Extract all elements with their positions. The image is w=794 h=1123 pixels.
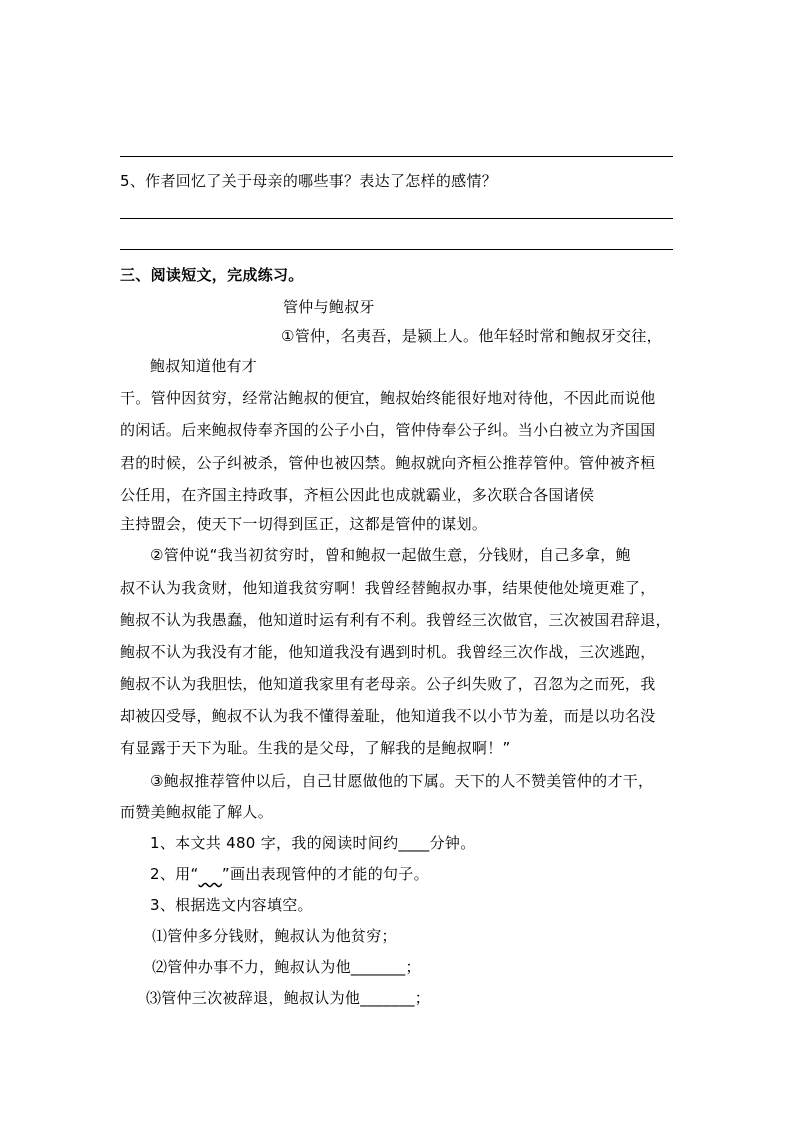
passage-line: ①管仲，名夷吾，是颍上人。他年轻时常和鲍叔牙交往， [281, 327, 662, 345]
question-1: 1、本文共 480 字，我的阅读时间约____分钟。 [150, 834, 476, 852]
passage-title: 管仲与鲍叔牙 [283, 298, 375, 316]
answer-line-top [120, 156, 673, 157]
passage-line: 鲍叔不认为我胆怯，他知道我家里有老母亲。公子纠失败了，召忽为之而死，我 [120, 675, 656, 693]
passage-line: ②管仲说“我当初贫穷时，曾和鲍叔一起做生意，分钱财，自己多拿，鲍 [150, 546, 631, 564]
passage-line: 公任用，在齐国主持政事，齐桓公因此也成就霸业，多次联合各国诸侯 [120, 486, 595, 504]
passage-line: 君的时候，公子纠被杀，管仲也被囚禁。鲍叔就向齐桓公推荐管仲。管仲被齐桓 [120, 454, 656, 472]
question-3-item-3: ⑶管仲三次被辞退，鲍叔认为他_______； [146, 989, 431, 1007]
question-2-prefix: 2、用“ [150, 865, 199, 883]
answer-line-q5-1 [120, 218, 673, 219]
passage-line: 却被囚受辱，鲍叔不认为我不懂得羞耻，他知道我不以小节为羞，而是以功名没 [120, 707, 656, 725]
section-heading: 三、阅读短文，完成练习。 [120, 266, 304, 284]
question-3-item-1: ⑴管仲多分钱财，鲍叔认为他贫穷； [152, 927, 397, 945]
question-2 [150, 864, 429, 884]
passage-line: 主持盟会，使天下一切得到匡正，这都是管仲的谋划。 [120, 515, 488, 533]
passage-line: 叔不认为我贪财，他知道我贫穷啊！我曾经替鲍叔办事，结果使他处境更难了， [120, 579, 656, 597]
passage-line: 而赞美鲍叔能了解人。 [120, 803, 274, 821]
wavy-line-mark [199, 865, 222, 883]
passage-line: 干。管仲因贫穷，经常沾鲍叔的便宜，鲍叔始终能很好地对待他，不因此而说他 [120, 389, 656, 407]
passage-line: 有显露于天下为耻。生我的是父母，了解我的是鲍叔啊！” [120, 739, 511, 757]
question-5: 5、作者回忆了关于母亲的哪些事？表达了怎样的感情？ [120, 172, 498, 190]
passage-line: 鲍叔不认为我愚蠢，他知道时运有利有不利。我曾经三次做官，三次被国君辞退， [120, 611, 671, 629]
question-2-suffix: ”画出表现管仲的才能的句子。 [221, 865, 429, 883]
passage-line: ③鲍叔推荐管仲以后，自己甘愿做他的下属。天下的人不赞美管仲的才干， [150, 772, 654, 790]
passage-line: 鲍叔不认为我没有才能，他知道我没有遇到时机。我曾经三次作战，三次逃跑， [120, 643, 656, 661]
passage-line: 的闲话。后来鲍叔侍奉齐国的公子小白，管仲侍奉公子纠。当小白被立为齐国国 [120, 421, 656, 439]
question-3-item-2: ⑵管仲办事不力，鲍叔认为他_______； [152, 958, 421, 976]
answer-line-q5-2 [120, 249, 673, 250]
passage-line: 鲍叔知道他有才 [150, 357, 258, 375]
question-3: 3、根据选文内容填空。 [150, 896, 313, 914]
